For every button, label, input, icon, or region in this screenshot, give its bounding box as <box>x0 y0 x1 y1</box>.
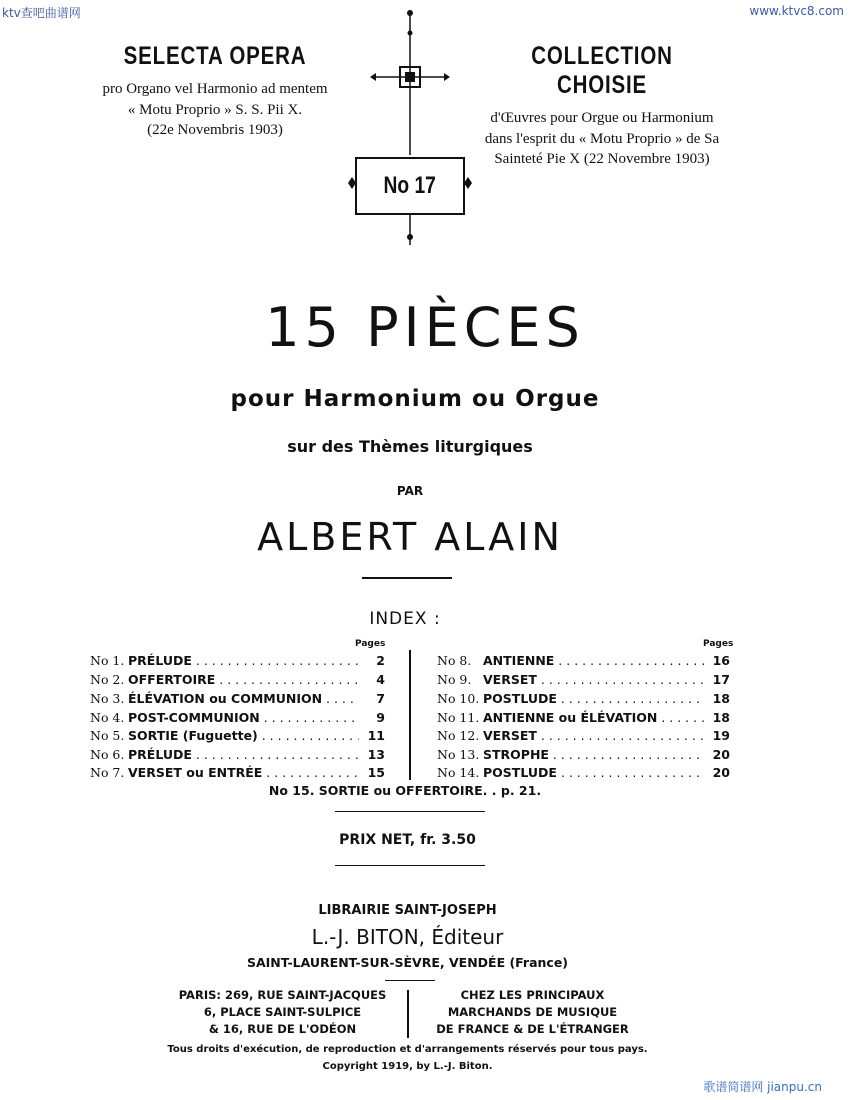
item-page: 4 <box>376 672 385 687</box>
item-title: ANTIENNE ou ÉLÉVATION . . . <box>483 709 704 727</box>
index-item <box>90 727 385 745</box>
address-line: PARIS: 269, RUE SAINT-JACQUES <box>178 988 387 1002</box>
paris-addresses <box>170 987 395 1038</box>
watermark-bottom-right: 歌谱简谱网 jianpu.cn <box>703 1080 822 1094</box>
index-item <box>90 709 385 727</box>
item-page: 18 <box>712 691 730 706</box>
index-divider <box>409 650 411 780</box>
index-item <box>437 746 730 764</box>
item-number: No 5. <box>90 728 125 743</box>
item-page: 9 <box>376 710 385 725</box>
divider <box>362 577 452 579</box>
copyright: Copyright 1919, by L.-J. Biton. <box>322 1061 493 1072</box>
index-item <box>90 652 385 670</box>
item-page: 17 <box>712 672 730 687</box>
item-number: No 14. <box>437 765 480 780</box>
item-title: VERSET . . . <box>483 727 704 745</box>
item-number: No 2. <box>90 672 125 687</box>
left-line: « Motu Proprio » S. S. Pii X. <box>127 101 303 118</box>
item-number: No 8. <box>437 653 472 668</box>
volume-number: No 17 <box>383 172 437 199</box>
index-item <box>90 746 385 764</box>
item-page: 19 <box>712 728 730 743</box>
main-title: 15 PIÈCES <box>265 296 585 359</box>
right-line: Sainteté Pie X (22 Novembre 1903) <box>494 151 710 167</box>
right-title: COLLECTION CHOISIE <box>531 42 673 99</box>
item-title: ANTIENNE . . . <box>483 652 704 670</box>
library-name: LIBRAIRIE SAINT-JOSEPH <box>318 903 497 918</box>
divider <box>385 980 435 981</box>
left-line: (22e Novembris 1903) <box>147 122 283 138</box>
index-item <box>90 671 385 689</box>
left-title: SELECTA OPERA <box>123 42 307 70</box>
publisher-name: L.-J. BITON, Éditeur <box>311 925 504 949</box>
item-number: No 4. <box>90 710 125 725</box>
publisher-location: SAINT-LAURENT-SUR-SÈVRE, VENDÉE (France) <box>246 955 569 970</box>
item-title: PRÉLUDE . . . <box>128 652 359 670</box>
price: PRIX NET, fr. 3.50 <box>339 832 476 848</box>
header-right <box>462 42 742 170</box>
divider <box>335 865 485 866</box>
item-title: POSTLUDE . . . <box>483 690 704 708</box>
item-number: No 3. <box>90 691 125 706</box>
pages-label-right: Pages <box>703 639 734 649</box>
item-number: No 7. <box>90 765 125 780</box>
pages-label-left: Pages <box>355 639 386 649</box>
right-line: d'Œuvres pour Orgue ou Harmonium <box>490 110 714 126</box>
address-line: & 16, RUE DE L'ODÉON <box>208 1022 357 1036</box>
item-page: 20 <box>712 765 730 780</box>
item-number: No 10. <box>437 691 480 706</box>
index-item <box>437 652 730 670</box>
item-title: PRÉLUDE . . . <box>128 746 359 764</box>
theme-line: sur des Thèmes liturgiques <box>287 437 533 456</box>
dealer-line: DE FRANCE & DE L'ÉTRANGER <box>436 1022 629 1036</box>
item-page: 18 <box>712 710 730 725</box>
item-title: SORTIE (Fuguette) . . . <box>128 727 359 745</box>
item-number: No 13. <box>437 747 480 762</box>
item-number: No 11. <box>437 710 480 725</box>
par-label: PAR <box>396 484 424 498</box>
item-number: No 6. <box>90 747 125 762</box>
subtitle: pour Harmonium ou Orgue <box>230 386 600 412</box>
item-page: 16 <box>712 653 730 668</box>
address-line: 6, PLACE SAINT-SULPICE <box>203 1005 362 1019</box>
right-line: dans l'esprit du « Motu Proprio » de Sa <box>484 130 720 147</box>
index-item <box>90 764 385 782</box>
item-title: VERSET ou ENTRÉE . . . <box>128 764 359 782</box>
item-title: STROPHE . . . <box>483 746 704 764</box>
index-item <box>437 709 730 727</box>
item-page: 11 <box>367 728 385 743</box>
index-heading: INDEX : <box>369 609 441 629</box>
index-item <box>437 727 730 745</box>
item-number: No 1. <box>90 653 125 668</box>
item-title: POST-COMMUNION . . . <box>128 709 359 727</box>
index-last-item: No 15. SORTIE ou OFFERTOIRE. . p. 21. <box>268 783 542 798</box>
watermark-top-left: ktv查吧曲谱网 <box>2 6 81 20</box>
item-page: 13 <box>367 747 385 762</box>
divider <box>335 811 485 812</box>
address-divider <box>407 990 409 1038</box>
dealer-line: MARCHANDS DE MUSIQUE <box>447 1005 618 1019</box>
index-item <box>437 690 730 708</box>
watermark-top-right: www.ktvc8.com <box>749 4 844 18</box>
dealer-line: CHEZ LES PRINCIPAUX <box>460 988 605 1002</box>
volume-number-box <box>355 157 465 215</box>
item-page: 7 <box>376 691 385 706</box>
header-left <box>80 42 350 141</box>
item-number: No 12. <box>437 728 480 743</box>
dealers <box>420 987 645 1038</box>
index-item <box>90 690 385 708</box>
item-page: 15 <box>367 765 385 780</box>
index-item <box>437 671 730 689</box>
item-title: VERSET . . . <box>483 671 704 689</box>
item-number: No 9. <box>437 672 472 687</box>
rights-notice: Tous droits d'exécution, de reproduction et d'arrangements réservés pour tous pays. <box>167 1044 648 1055</box>
item-title: POSTLUDE . . . <box>483 764 704 782</box>
index-item <box>437 764 730 782</box>
item-title: OFFERTOIRE . . . <box>128 671 359 689</box>
composer-name: ALBERT ALAIN <box>257 515 563 559</box>
item-title: ÉLÉVATION ou COMMUNION . . . <box>128 690 359 708</box>
item-page: 20 <box>712 747 730 762</box>
item-page: 2 <box>376 653 385 668</box>
left-line: pro Organo vel Harmonio ad mentem <box>102 81 328 97</box>
